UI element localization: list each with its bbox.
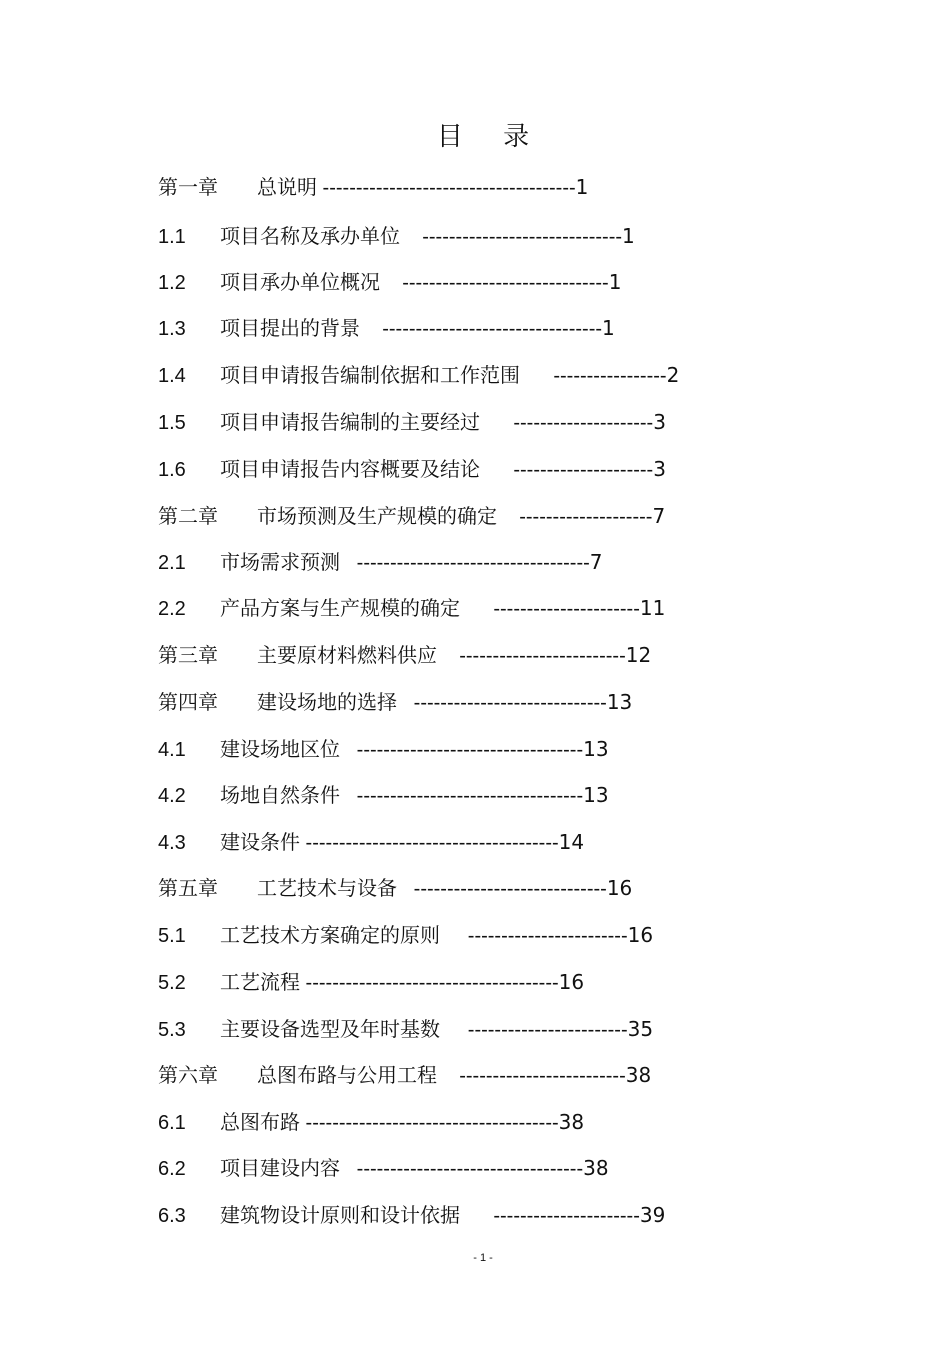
toc-entry-number: 第一章 — [158, 177, 218, 199]
toc-entry-page: 13 — [583, 737, 609, 761]
toc-entry-number: 6.3 — [158, 1205, 186, 1227]
toc-entry-leader: ----------------------------- — [397, 878, 607, 900]
toc-entry-leader: --------------------- — [480, 412, 654, 434]
toc-entry-leader: ---------------------------------- — [340, 1158, 584, 1180]
toc-entry-leader: -------------------------------------- — [300, 972, 559, 994]
toc-entry-leader: -------------------------------------- — [300, 832, 559, 854]
toc-entry-leader: ---------------------------------- — [340, 785, 584, 807]
toc-entry-title: 市场预测及生产规模的确定 — [257, 504, 497, 528]
toc-entry — [158, 499, 665, 533]
toc-entry — [158, 265, 621, 299]
toc-entry-number: 6.1 — [158, 1112, 186, 1134]
toc-entry-leader: ---------------------------------- — [340, 739, 584, 761]
toc-entry-number: 1.2 — [158, 272, 186, 294]
toc-entry — [158, 170, 588, 204]
toc-entry — [158, 825, 584, 859]
toc-entry-page: 38 — [583, 1156, 609, 1180]
toc-entry-leader: ------------------------------ — [400, 226, 623, 248]
toc-entry-page: 14 — [558, 830, 585, 854]
toc-entry-page: 1 — [608, 270, 622, 294]
toc-entry — [158, 1151, 609, 1185]
toc-entry-page: 16 — [627, 923, 654, 947]
toc-entry-title: 项目承办单位概况 — [220, 270, 380, 294]
toc-entry-title: 项目提出的背景 — [220, 316, 360, 340]
toc-entry — [158, 1058, 651, 1092]
toc-entry-leader: ----------------------------- — [397, 692, 607, 714]
toc-entry-title: 建设场地的选择 — [257, 690, 397, 714]
toc-entry-leader: -------------------------------------- — [300, 1112, 559, 1134]
toc-entry-page: 38 — [625, 1063, 652, 1087]
toc-entry-number: 第三章 — [158, 645, 218, 667]
toc-entry-page: 12 — [625, 643, 652, 667]
toc-entry-number: 4.3 — [158, 832, 186, 854]
toc-entry-leader: ---------------------- — [460, 1205, 640, 1227]
toc-entry-number: 第五章 — [158, 878, 218, 900]
toc-entry — [158, 918, 653, 952]
toc-entry-title: 工艺技术与设备 — [257, 876, 397, 900]
toc-entry-leader: -------------------------------------- — [317, 177, 576, 199]
toc-entry-page: 7 — [652, 504, 666, 528]
toc-entry-page: 16 — [558, 970, 585, 994]
toc-entry-page: 1 — [602, 316, 615, 340]
toc-entry-number: 第四章 — [158, 692, 218, 714]
toc-entry-leader: ----------------------------------- — [340, 552, 590, 574]
toc-entry-leader: ------------------------------- — [380, 272, 609, 294]
toc-entry-title: 建设条件 — [220, 830, 300, 854]
toc-entry-page: 13 — [606, 690, 633, 714]
toc-entry-number: 6.2 — [158, 1158, 186, 1180]
toc-entry-number: 4.2 — [158, 785, 186, 807]
toc-entry-page: 39 — [639, 1203, 666, 1227]
toc-entry — [158, 638, 651, 672]
toc-entry-page: 35 — [627, 1017, 654, 1041]
toc-entry-page: 2 — [666, 363, 680, 387]
toc-entry-leader: ------------------------ — [440, 1019, 628, 1041]
toc-entry-leader: ------------------------- — [437, 645, 626, 667]
toc-entry-title: 项目申请报告编制依据和工作范围 — [220, 363, 520, 387]
toc-entry-title: 主要设备选型及年时基数 — [220, 1017, 440, 1041]
toc-entry-title: 项目建设内容 — [220, 1156, 340, 1180]
toc-entry-title: 建筑物设计原则和设计依据 — [220, 1203, 460, 1227]
toc-entry-number: 1.1 — [158, 226, 186, 248]
toc-entry-title: 项目名称及承办单位 — [220, 224, 400, 248]
toc-entry-page: 3 — [653, 457, 666, 481]
toc-entry-number: 第二章 — [158, 506, 218, 528]
toc-entry-number: 5.2 — [158, 972, 186, 994]
toc-entry-page: 16 — [606, 876, 633, 900]
toc-entry-title: 主要原材料燃料供应 — [257, 643, 437, 667]
toc-entry-leader: ------------------------ — [440, 925, 628, 947]
toc-entry — [158, 965, 584, 999]
toc-entry — [158, 545, 603, 579]
toc-entry-page: 13 — [583, 783, 609, 807]
toc-entry-title: 工艺流程 — [220, 970, 300, 994]
toc-entry-title: 产品方案与生产规模的确定 — [220, 596, 460, 620]
toc-entry — [158, 871, 632, 905]
toc-entry-number: 4.1 — [158, 739, 186, 761]
toc-entry-leader: -------------------- — [497, 506, 653, 528]
toc-entry-leader: ------------------------- — [437, 1065, 626, 1087]
toc-entry — [158, 732, 609, 766]
toc-entry-leader: ---------------------- — [460, 598, 640, 620]
toc-entry-page: 3 — [653, 410, 666, 434]
toc-entry-number: 1.4 — [158, 365, 186, 387]
toc-entry-title: 工艺技术方案确定的原则 — [220, 923, 440, 947]
toc-entry — [158, 219, 635, 253]
toc-entry-number: 2.2 — [158, 598, 186, 620]
toc-entry — [158, 405, 666, 439]
toc-entry — [158, 311, 615, 345]
toc-entry-number: 1.5 — [158, 412, 186, 434]
toc-entry-leader: --------------------- — [480, 459, 654, 481]
toc-entry-title: 总图布路 — [220, 1110, 300, 1134]
toc-entry-page: 7 — [589, 550, 603, 574]
toc-entry — [158, 778, 609, 812]
toc-entry-leader: --------------------------------- — [360, 318, 603, 340]
toc-entry-page: 38 — [558, 1110, 585, 1134]
toc-entry-title: 市场需求预测 — [220, 550, 340, 574]
toc-entry-title: 总图布路与公用工程 — [257, 1063, 437, 1087]
page-number-footer: - 1 - — [473, 1252, 493, 1264]
toc-entry-number: 第六章 — [158, 1065, 218, 1087]
toc-entry — [158, 358, 679, 392]
toc-entry-number: 1.6 — [158, 459, 186, 481]
toc-entry-leader: ----------------- — [520, 365, 667, 387]
toc-entry-title: 项目申请报告内容概要及结论 — [220, 457, 480, 481]
toc-entry-number: 2.1 — [158, 552, 186, 574]
toc-entry-page: 1 — [622, 224, 635, 248]
toc-entry-title: 场地自然条件 — [220, 783, 340, 807]
toc-entry-number: 5.3 — [158, 1019, 186, 1041]
toc-entry-title: 总说明 — [257, 175, 317, 199]
toc-entry-title: 建设场地区位 — [220, 737, 340, 761]
toc-entry — [158, 685, 632, 719]
toc-entry-page: 11 — [639, 596, 666, 620]
toc-entry — [158, 1198, 665, 1232]
toc-entry — [158, 1012, 653, 1046]
toc-entry — [158, 452, 666, 486]
toc-entry — [158, 591, 665, 625]
toc-entry-number: 5.1 — [158, 925, 186, 947]
toc-entry-number: 1.3 — [158, 318, 186, 340]
toc-title: 目 录 — [436, 122, 546, 152]
toc-entry — [158, 1105, 584, 1139]
toc-entry-title: 项目申请报告编制的主要经过 — [220, 410, 480, 434]
toc-entry-page: 1 — [575, 175, 589, 199]
